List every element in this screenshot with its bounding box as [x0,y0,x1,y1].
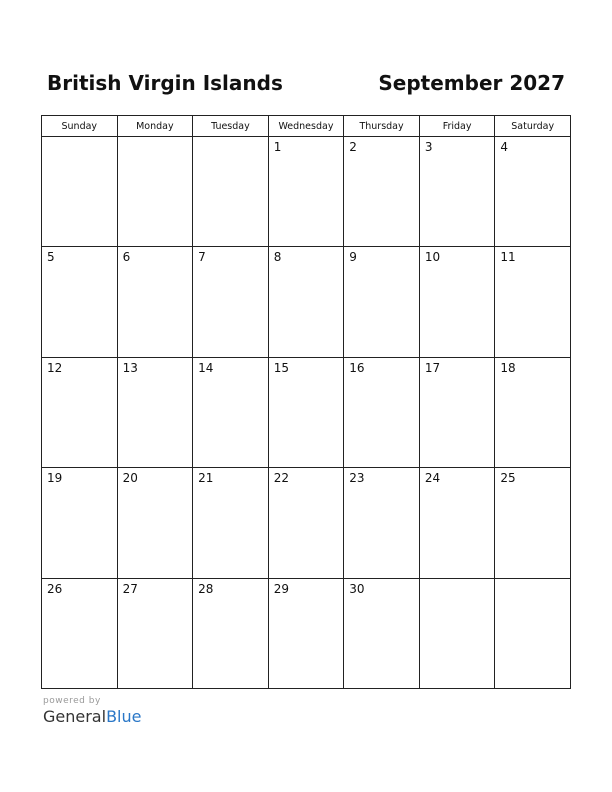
day-cell [193,357,269,467]
day-cell [193,247,269,357]
weekday-header: Monday [117,116,193,137]
month-calendar-grid [41,115,571,689]
day-number: 11 [500,250,516,265]
day-number: 18 [500,360,516,375]
day-number: 6 [122,250,131,265]
day-cell [344,578,420,688]
day-number: 29 [273,581,289,596]
day-number: 24 [424,471,441,486]
logo-text-general: General [43,707,107,726]
weekday-header: Wednesday [268,116,344,137]
day-cell [117,468,193,578]
day-cell [268,357,344,467]
weekday-header: Tuesday [193,116,269,137]
day-cell [344,247,420,357]
weekday-header-row [42,116,571,137]
calendar-region-title: British Virgin Islands [47,71,283,95]
day-cell [495,247,571,357]
day-cell [42,137,118,247]
day-number: 5 [47,250,55,265]
week-row [42,247,571,357]
day-cell [117,247,193,357]
day-cell [117,578,193,688]
day-cell [268,468,344,578]
day-cell [495,137,571,247]
footer-branding [43,696,141,727]
day-number: 9 [349,250,357,265]
day-cell [117,137,193,247]
day-number: 15 [273,360,289,375]
generalblue-logo [43,707,141,727]
day-cell [419,578,495,688]
week-row [42,357,571,467]
day-number [495,579,570,582]
day-cell [268,578,344,688]
day-cell [419,137,495,247]
day-cell [344,357,420,467]
day-number: 14 [198,360,214,375]
day-number: 7 [198,250,206,265]
week-row [42,578,571,688]
week-row [42,468,571,578]
day-number: 21 [198,471,214,486]
day-number: 3 [424,140,433,154]
day-cell [419,468,495,578]
weekday-header: Sunday [42,116,118,137]
day-number: 30 [349,581,365,596]
day-cell [268,247,344,357]
day-number: 1 [273,140,282,154]
day-cell [42,578,118,688]
day-cell [344,137,420,247]
day-cell [268,137,344,247]
day-cell [42,357,118,467]
powered-by-text: powered by [43,696,101,706]
day-cell [42,247,118,357]
day-cell [419,357,495,467]
weekday-header: Saturday [495,116,571,137]
day-number: 19 [47,471,63,486]
day-number: 13 [122,360,138,375]
day-cell [117,357,193,467]
day-number [118,137,193,140]
weekday-header: Friday [419,116,495,137]
day-number: 26 [47,581,63,596]
day-number: 27 [122,581,138,596]
day-number: 10 [424,250,441,265]
day-number: 23 [349,471,365,486]
logo-text-blue: Blue [106,707,142,726]
day-number: 4 [500,140,509,154]
day-number: 28 [198,581,214,596]
day-cell [344,468,420,578]
weekday-header: Thursday [344,116,420,137]
day-cell [42,468,118,578]
day-cell [193,578,269,688]
day-number: 25 [500,471,516,486]
day-number [42,137,117,140]
day-number: 12 [47,360,63,375]
day-cell [419,247,495,357]
day-cell [193,137,269,247]
day-number [420,579,495,582]
day-cell [495,468,571,578]
day-number [193,137,268,140]
calendar-month-title: September 2027 [378,71,565,95]
day-number: 16 [349,360,365,375]
week-row [42,137,571,247]
day-number: 22 [273,471,289,486]
day-number: 17 [424,360,441,375]
day-cell [193,468,269,578]
day-number: 20 [122,471,138,486]
day-number: 8 [273,250,282,265]
day-number: 2 [349,140,357,154]
day-cell [495,578,571,688]
day-cell [495,357,571,467]
